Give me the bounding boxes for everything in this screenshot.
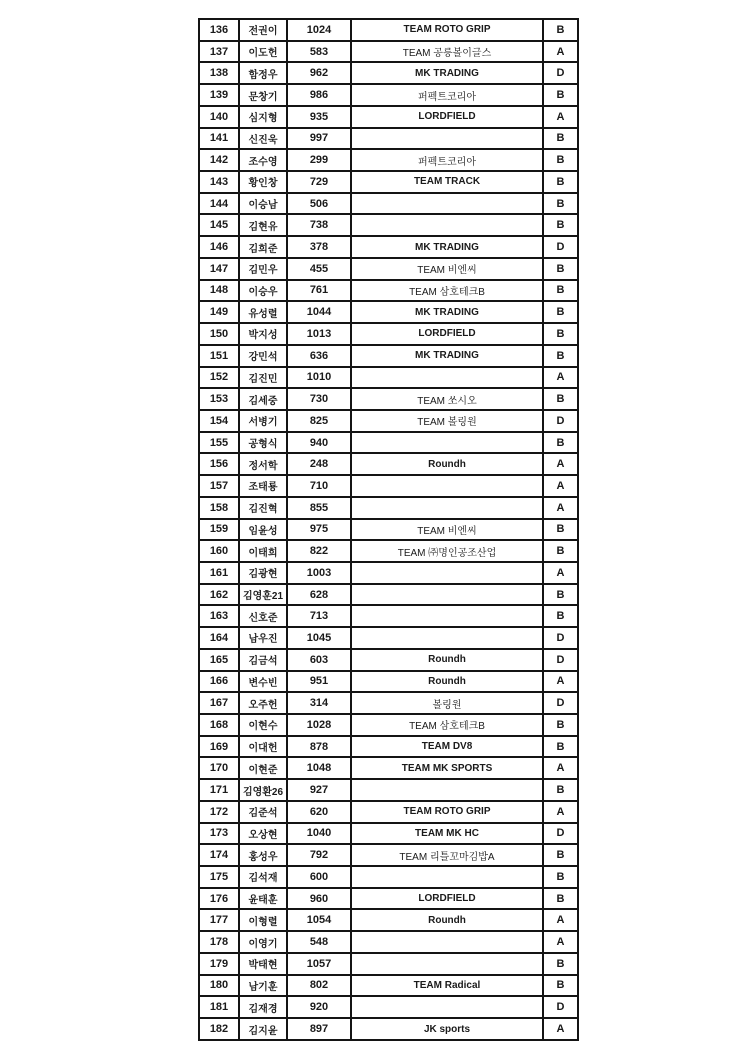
- cell-team-name: [351, 953, 543, 975]
- cell-score: 1048: [287, 757, 351, 779]
- cell-score: 636: [287, 345, 351, 367]
- cell-team-name: TEAM ROTO GRIP: [351, 801, 543, 823]
- cell-grade: A: [543, 497, 578, 519]
- cell-player-name: 이승우: [239, 280, 287, 302]
- cell-score: 1054: [287, 909, 351, 931]
- cell-team-name: TEAM 비엔씨: [351, 519, 543, 541]
- cell-entry-number: 173: [199, 823, 239, 845]
- cell-team-name: LORDFIELD: [351, 106, 543, 128]
- cell-grade: B: [543, 975, 578, 997]
- cell-grade: B: [543, 19, 578, 41]
- cell-score: 962: [287, 62, 351, 84]
- cell-entry-number: 151: [199, 345, 239, 367]
- cell-grade: A: [543, 453, 578, 475]
- cell-player-name: 강민석: [239, 345, 287, 367]
- cell-team-name: [351, 931, 543, 953]
- cell-score: 600: [287, 866, 351, 888]
- cell-team-name: TEAM 삼호테크B: [351, 714, 543, 736]
- cell-team-name: TEAM 공릉볼이글스: [351, 41, 543, 63]
- cell-score: 729: [287, 171, 351, 193]
- cell-entry-number: 148: [199, 280, 239, 302]
- cell-entry-number: 174: [199, 844, 239, 866]
- cell-player-name: 김세중: [239, 388, 287, 410]
- cell-player-name: 김희준: [239, 236, 287, 258]
- cell-entry-number: 150: [199, 323, 239, 345]
- cell-grade: B: [543, 540, 578, 562]
- cell-entry-number: 179: [199, 953, 239, 975]
- cell-grade: B: [543, 714, 578, 736]
- cell-grade: D: [543, 692, 578, 714]
- cell-score: 583: [287, 41, 351, 63]
- cell-player-name: 김현유: [239, 214, 287, 236]
- cell-player-name: 김지윤: [239, 1018, 287, 1040]
- cell-entry-number: 176: [199, 888, 239, 910]
- cell-player-name: 황인창: [239, 171, 287, 193]
- cell-entry-number: 142: [199, 149, 239, 171]
- cell-entry-number: 141: [199, 128, 239, 150]
- cell-team-name: [351, 432, 543, 454]
- cell-score: 960: [287, 888, 351, 910]
- cell-score: 975: [287, 519, 351, 541]
- cell-player-name: 이대헌: [239, 736, 287, 758]
- cell-player-name: 이영기: [239, 931, 287, 953]
- cell-score: 1044: [287, 301, 351, 323]
- cell-grade: A: [543, 367, 578, 389]
- table-row: [199, 649, 578, 671]
- cell-entry-number: 167: [199, 692, 239, 714]
- cell-entry-number: 136: [199, 19, 239, 41]
- cell-team-name: [351, 367, 543, 389]
- cell-player-name: 윤태훈: [239, 888, 287, 910]
- cell-entry-number: 169: [199, 736, 239, 758]
- cell-score: 314: [287, 692, 351, 714]
- cell-entry-number: 147: [199, 258, 239, 280]
- table-row: [199, 714, 578, 736]
- cell-grade: B: [543, 128, 578, 150]
- cell-player-name: 임윤성: [239, 519, 287, 541]
- cell-player-name: 함정우: [239, 62, 287, 84]
- cell-score: 1003: [287, 562, 351, 584]
- cell-player-name: 신호준: [239, 605, 287, 627]
- cell-player-name: 남기훈: [239, 975, 287, 997]
- cell-grade: B: [543, 171, 578, 193]
- cell-score: 951: [287, 671, 351, 693]
- cell-entry-number: 165: [199, 649, 239, 671]
- cell-score: 1040: [287, 823, 351, 845]
- cell-player-name: 김광현: [239, 562, 287, 584]
- table-row: [199, 975, 578, 997]
- cell-player-name: 정서학: [239, 453, 287, 475]
- cell-player-name: 홍성우: [239, 844, 287, 866]
- cell-entry-number: 160: [199, 540, 239, 562]
- cell-team-name: [351, 475, 543, 497]
- table-row: [199, 1018, 578, 1040]
- cell-entry-number: 139: [199, 84, 239, 106]
- cell-grade: A: [543, 1018, 578, 1040]
- cell-score: 738: [287, 214, 351, 236]
- cell-grade: A: [543, 909, 578, 931]
- participant-table: [198, 18, 579, 1041]
- cell-team-name: TEAM DV8: [351, 736, 543, 758]
- cell-score: 940: [287, 432, 351, 454]
- cell-entry-number: 162: [199, 584, 239, 606]
- table-row: [199, 866, 578, 888]
- cell-player-name: 김금석: [239, 649, 287, 671]
- cell-team-name: [351, 497, 543, 519]
- table-row: [199, 909, 578, 931]
- table-row: [199, 280, 578, 302]
- table-row: [199, 540, 578, 562]
- cell-entry-number: 156: [199, 453, 239, 475]
- cell-score: 1024: [287, 19, 351, 41]
- cell-team-name: [351, 779, 543, 801]
- cell-grade: B: [543, 345, 578, 367]
- cell-grade: B: [543, 149, 578, 171]
- cell-grade: D: [543, 823, 578, 845]
- cell-score: 802: [287, 975, 351, 997]
- cell-entry-number: 153: [199, 388, 239, 410]
- cell-team-name: [351, 627, 543, 649]
- cell-team-name: [351, 605, 543, 627]
- cell-team-name: [351, 584, 543, 606]
- cell-entry-number: 154: [199, 410, 239, 432]
- table-row: [199, 258, 578, 280]
- cell-grade: B: [543, 193, 578, 215]
- cell-grade: D: [543, 996, 578, 1018]
- cell-player-name: 전권이: [239, 19, 287, 41]
- table-row: [199, 432, 578, 454]
- cell-player-name: 김준석: [239, 801, 287, 823]
- cell-team-name: TEAM 리틀꼬마김밥A: [351, 844, 543, 866]
- cell-grade: B: [543, 779, 578, 801]
- cell-grade: B: [543, 866, 578, 888]
- cell-player-name: 서병기: [239, 410, 287, 432]
- table-row: [199, 671, 578, 693]
- cell-team-name: TEAM ㈜명인공조산업: [351, 540, 543, 562]
- participant-table-body: [199, 19, 578, 1040]
- table-row: [199, 519, 578, 541]
- cell-score: 248: [287, 453, 351, 475]
- cell-grade: A: [543, 671, 578, 693]
- cell-player-name: 오상현: [239, 823, 287, 845]
- table-row: [199, 171, 578, 193]
- cell-team-name: MK TRADING: [351, 301, 543, 323]
- cell-entry-number: 177: [199, 909, 239, 931]
- cell-player-name: 김영환26: [239, 779, 287, 801]
- cell-score: 986: [287, 84, 351, 106]
- table-row: [199, 323, 578, 345]
- cell-score: 855: [287, 497, 351, 519]
- cell-grade: A: [543, 562, 578, 584]
- cell-score: 603: [287, 649, 351, 671]
- cell-team-name: 볼링원: [351, 692, 543, 714]
- cell-grade: A: [543, 931, 578, 953]
- cell-player-name: 변수빈: [239, 671, 287, 693]
- cell-entry-number: 143: [199, 171, 239, 193]
- cell-team-name: TEAM ROTO GRIP: [351, 19, 543, 41]
- cell-player-name: 공형식: [239, 432, 287, 454]
- table-row: [199, 453, 578, 475]
- table-row: [199, 931, 578, 953]
- cell-player-name: 남우진: [239, 627, 287, 649]
- cell-player-name: 이승남: [239, 193, 287, 215]
- cell-grade: B: [543, 84, 578, 106]
- cell-entry-number: 158: [199, 497, 239, 519]
- cell-entry-number: 181: [199, 996, 239, 1018]
- cell-entry-number: 182: [199, 1018, 239, 1040]
- cell-score: 822: [287, 540, 351, 562]
- table-row: [199, 801, 578, 823]
- cell-grade: B: [543, 258, 578, 280]
- cell-grade: B: [543, 323, 578, 345]
- cell-grade: B: [543, 584, 578, 606]
- cell-player-name: 김진혁: [239, 497, 287, 519]
- cell-grade: A: [543, 41, 578, 63]
- table-row: [199, 475, 578, 497]
- cell-player-name: 이형렬: [239, 909, 287, 931]
- cell-team-name: [351, 562, 543, 584]
- cell-team-name: TEAM MK SPORTS: [351, 757, 543, 779]
- cell-grade: B: [543, 388, 578, 410]
- cell-entry-number: 152: [199, 367, 239, 389]
- cell-entry-number: 163: [199, 605, 239, 627]
- cell-entry-number: 140: [199, 106, 239, 128]
- cell-entry-number: 172: [199, 801, 239, 823]
- cell-score: 1057: [287, 953, 351, 975]
- cell-team-name: TEAM 볼링원: [351, 410, 543, 432]
- cell-entry-number: 170: [199, 757, 239, 779]
- cell-player-name: 이태희: [239, 540, 287, 562]
- cell-player-name: 박태현: [239, 953, 287, 975]
- cell-grade: B: [543, 953, 578, 975]
- table-row: [199, 345, 578, 367]
- table-row: [199, 19, 578, 41]
- cell-score: 710: [287, 475, 351, 497]
- table-row: [199, 823, 578, 845]
- cell-score: 378: [287, 236, 351, 258]
- cell-score: 548: [287, 931, 351, 953]
- table-row: [199, 62, 578, 84]
- cell-grade: B: [543, 519, 578, 541]
- table-row: [199, 149, 578, 171]
- cell-entry-number: 161: [199, 562, 239, 584]
- cell-score: 713: [287, 605, 351, 627]
- cell-player-name: 조수영: [239, 149, 287, 171]
- table-row: [199, 367, 578, 389]
- table-row: [199, 757, 578, 779]
- cell-score: 506: [287, 193, 351, 215]
- table-row: [199, 888, 578, 910]
- table-row: [199, 410, 578, 432]
- cell-score: 792: [287, 844, 351, 866]
- cell-grade: B: [543, 301, 578, 323]
- cell-score: 927: [287, 779, 351, 801]
- cell-team-name: Roundh: [351, 453, 543, 475]
- cell-score: 628: [287, 584, 351, 606]
- cell-entry-number: 149: [199, 301, 239, 323]
- cell-team-name: JK sports: [351, 1018, 543, 1040]
- cell-entry-number: 178: [199, 931, 239, 953]
- cell-score: 1028: [287, 714, 351, 736]
- cell-team-name: [351, 866, 543, 888]
- cell-player-name: 이도헌: [239, 41, 287, 63]
- cell-player-name: 신진욱: [239, 128, 287, 150]
- cell-entry-number: 157: [199, 475, 239, 497]
- cell-team-name: LORDFIELD: [351, 888, 543, 910]
- cell-team-name: Roundh: [351, 649, 543, 671]
- table-row: [199, 214, 578, 236]
- cell-score: 825: [287, 410, 351, 432]
- cell-team-name: Roundh: [351, 671, 543, 693]
- cell-score: 1010: [287, 367, 351, 389]
- cell-team-name: TEAM MK HC: [351, 823, 543, 845]
- participant-table-container: [198, 18, 579, 1041]
- table-row: [199, 779, 578, 801]
- table-row: [199, 301, 578, 323]
- cell-score: 1013: [287, 323, 351, 345]
- cell-score: 878: [287, 736, 351, 758]
- cell-entry-number: 138: [199, 62, 239, 84]
- table-row: [199, 584, 578, 606]
- table-row: [199, 388, 578, 410]
- table-row: [199, 497, 578, 519]
- cell-grade: D: [543, 410, 578, 432]
- table-row: [199, 953, 578, 975]
- cell-score: 997: [287, 128, 351, 150]
- table-row: [199, 736, 578, 758]
- cell-team-name: TEAM 비엔씨: [351, 258, 543, 280]
- table-row: [199, 996, 578, 1018]
- cell-score: 1045: [287, 627, 351, 649]
- cell-player-name: 김영훈21: [239, 584, 287, 606]
- cell-player-name: 김재경: [239, 996, 287, 1018]
- table-row: [199, 605, 578, 627]
- cell-player-name: 김민우: [239, 258, 287, 280]
- cell-score: 935: [287, 106, 351, 128]
- cell-player-name: 심지형: [239, 106, 287, 128]
- cell-team-name: MK TRADING: [351, 62, 543, 84]
- table-row: [199, 84, 578, 106]
- cell-score: 761: [287, 280, 351, 302]
- cell-entry-number: 168: [199, 714, 239, 736]
- cell-team-name: 퍼펙트코리아: [351, 149, 543, 171]
- cell-grade: A: [543, 757, 578, 779]
- cell-grade: D: [543, 62, 578, 84]
- table-row: [199, 692, 578, 714]
- cell-grade: B: [543, 844, 578, 866]
- cell-team-name: TEAM 삼호테크B: [351, 280, 543, 302]
- cell-player-name: 문창기: [239, 84, 287, 106]
- cell-grade: B: [543, 432, 578, 454]
- cell-player-name: 박지성: [239, 323, 287, 345]
- cell-entry-number: 145: [199, 214, 239, 236]
- table-row: [199, 106, 578, 128]
- cell-score: 620: [287, 801, 351, 823]
- cell-team-name: MK TRADING: [351, 236, 543, 258]
- cell-player-name: 김석재: [239, 866, 287, 888]
- cell-team-name: TEAM 쏘시오: [351, 388, 543, 410]
- cell-grade: B: [543, 605, 578, 627]
- table-row: [199, 844, 578, 866]
- cell-entry-number: 155: [199, 432, 239, 454]
- cell-player-name: 이현준: [239, 757, 287, 779]
- cell-grade: A: [543, 801, 578, 823]
- cell-entry-number: 171: [199, 779, 239, 801]
- cell-entry-number: 159: [199, 519, 239, 541]
- cell-team-name: [351, 193, 543, 215]
- cell-team-name: Roundh: [351, 909, 543, 931]
- table-row: [199, 41, 578, 63]
- cell-entry-number: 166: [199, 671, 239, 693]
- cell-grade: B: [543, 736, 578, 758]
- cell-entry-number: 180: [199, 975, 239, 997]
- cell-player-name: 김진민: [239, 367, 287, 389]
- cell-score: 897: [287, 1018, 351, 1040]
- table-row: [199, 193, 578, 215]
- cell-team-name: TEAM TRACK: [351, 171, 543, 193]
- cell-team-name: LORDFIELD: [351, 323, 543, 345]
- cell-grade: B: [543, 280, 578, 302]
- cell-player-name: 유성렬: [239, 301, 287, 323]
- table-row: [199, 236, 578, 258]
- cell-player-name: 이현수: [239, 714, 287, 736]
- cell-grade: A: [543, 106, 578, 128]
- cell-entry-number: 146: [199, 236, 239, 258]
- table-row: [199, 128, 578, 150]
- cell-team-name: 퍼펙트코리아: [351, 84, 543, 106]
- cell-score: 299: [287, 149, 351, 171]
- cell-entry-number: 164: [199, 627, 239, 649]
- cell-player-name: 조태룡: [239, 475, 287, 497]
- cell-score: 920: [287, 996, 351, 1018]
- cell-team-name: TEAM Radical: [351, 975, 543, 997]
- cell-grade: D: [543, 627, 578, 649]
- cell-grade: A: [543, 475, 578, 497]
- cell-team-name: [351, 214, 543, 236]
- cell-entry-number: 144: [199, 193, 239, 215]
- cell-score: 730: [287, 388, 351, 410]
- table-row: [199, 627, 578, 649]
- cell-team-name: MK TRADING: [351, 345, 543, 367]
- cell-entry-number: 137: [199, 41, 239, 63]
- table-row: [199, 562, 578, 584]
- cell-grade: B: [543, 888, 578, 910]
- cell-grade: B: [543, 214, 578, 236]
- cell-entry-number: 175: [199, 866, 239, 888]
- cell-team-name: [351, 128, 543, 150]
- cell-score: 455: [287, 258, 351, 280]
- cell-grade: D: [543, 649, 578, 671]
- cell-grade: D: [543, 236, 578, 258]
- cell-team-name: [351, 996, 543, 1018]
- cell-player-name: 오주헌: [239, 692, 287, 714]
